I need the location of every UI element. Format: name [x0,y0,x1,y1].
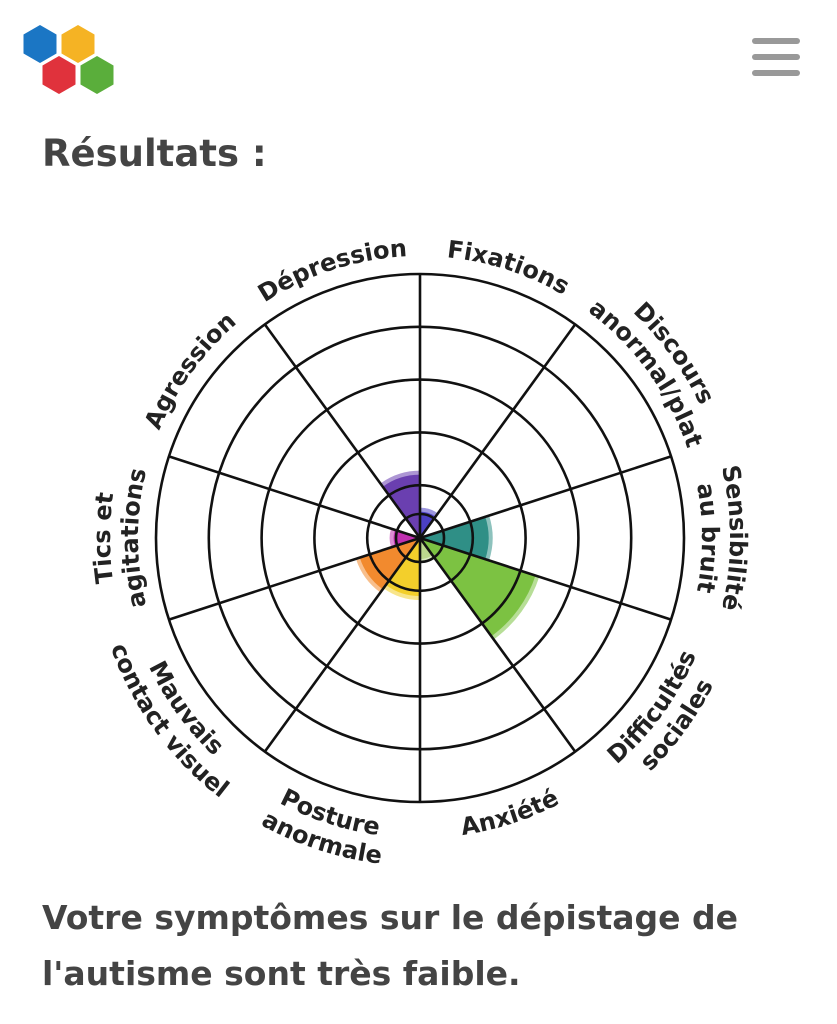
category-label: contact visuel [105,639,235,804]
chart-sectors [356,471,539,640]
category-label: Sensibilité [716,462,753,614]
logo-hexagon [43,56,76,94]
category-label: Fixations [445,235,575,301]
polar-area-chart [80,200,760,880]
category-label: anormal/plat [583,293,709,451]
category-label: au bruit [691,480,725,596]
logo-hexagon [81,56,114,94]
grid-spoke [169,456,420,538]
logo-hexagon [62,25,95,63]
category-label: Agression [138,306,242,434]
grid-spoke [420,456,671,538]
logo[interactable] [20,22,120,98]
grid-spoke [420,324,575,538]
category-label: Mauvais [143,656,230,761]
category-label: Posture [276,783,383,842]
logo-hexagon [24,25,57,63]
menu-button[interactable] [748,36,804,84]
result-text: Votre symptômes sur le dépistage de l'autisme sont très faible. [42,898,739,993]
grid-spoke [265,324,420,538]
category-label: Tics et [87,490,120,586]
category-label: Discours [628,296,721,409]
category-label: agitations [115,465,153,611]
category-label: Dépression [253,234,408,308]
category-label: Difficultés [601,645,702,770]
grid-spoke [265,538,420,752]
page-title: Résultats : [42,132,267,175]
logo-hexagons-icon [20,22,120,98]
category-label: anormale [257,805,384,870]
chart-grid [156,274,684,802]
category-label: sociales [634,674,719,777]
category-label: Anxiété [458,783,563,842]
symptom-chart [80,200,760,880]
